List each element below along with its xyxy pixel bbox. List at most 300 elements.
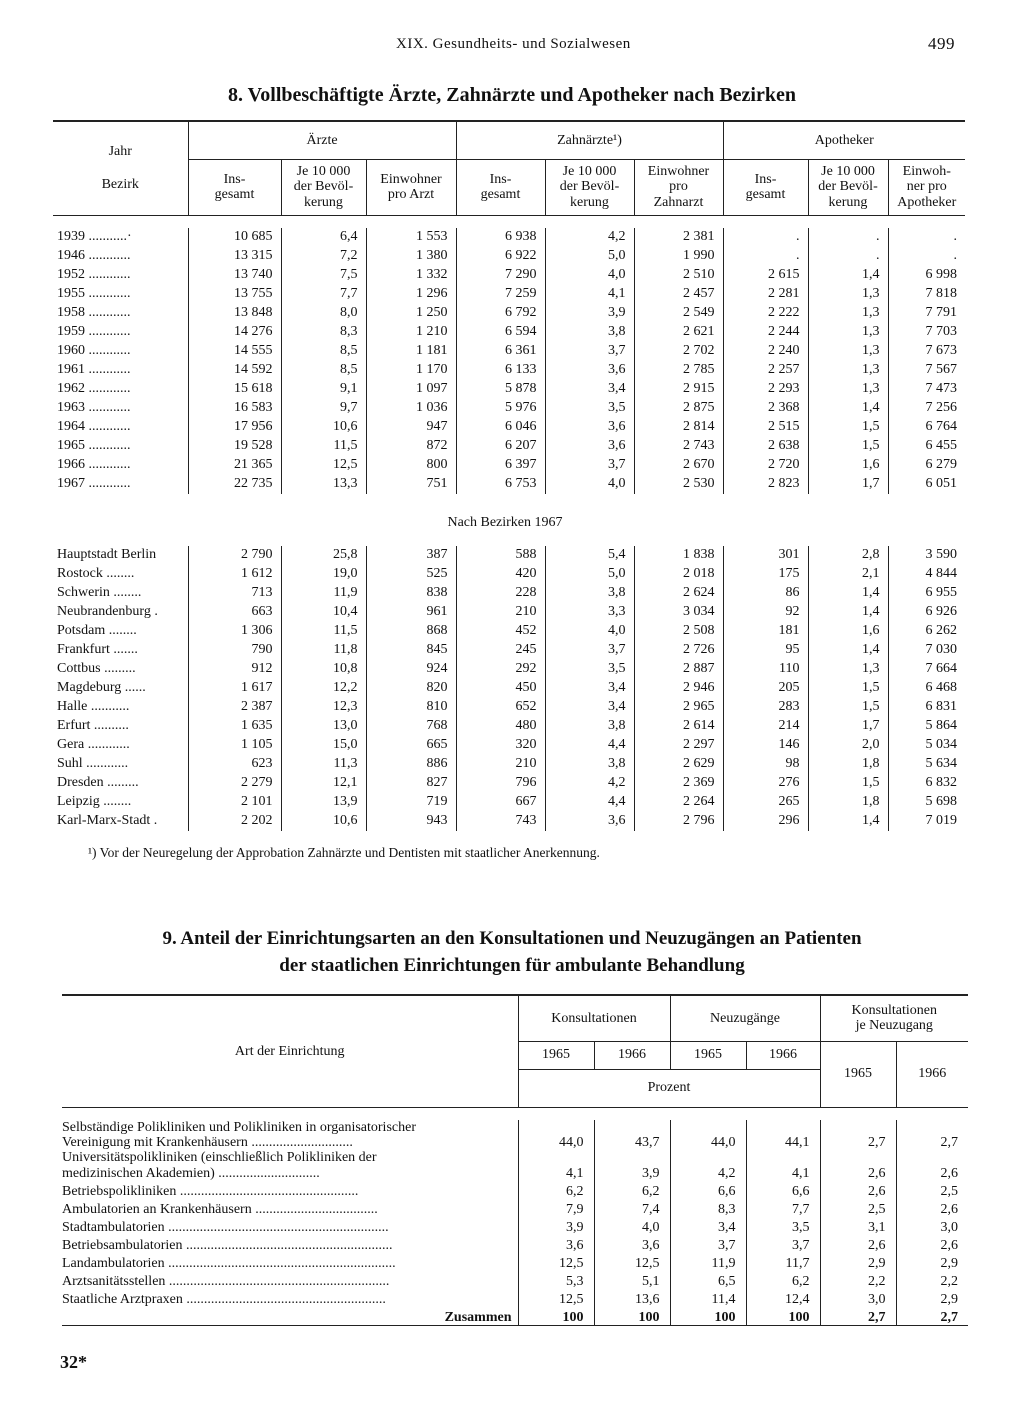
table8-bezirk-label: Potsdam ........	[57, 623, 137, 638]
table8-cell: 10,8	[281, 660, 366, 679]
table8-head-jahr: Jahr	[108, 144, 132, 160]
table8-cell: 1,3	[808, 380, 888, 399]
table8-year-row	[53, 437, 965, 456]
table8-cell: 146	[723, 736, 808, 755]
table8-cell: 2 629	[634, 755, 723, 774]
table8-cell: 2 369	[634, 774, 723, 793]
table9-row-label: Betriebsambulatorien ...........................................................	[62, 1237, 393, 1253]
table8-cell: 8,0	[281, 304, 366, 323]
table8-cell: 301	[723, 546, 808, 565]
table8-sub-insgesamt: Ins- gesamt	[723, 159, 808, 215]
table8-head-bezirk: Bezirk	[101, 177, 139, 193]
table8-cell: 6 753	[456, 475, 545, 494]
table8-cell: 3,4	[545, 380, 634, 399]
table8-cell: 652	[456, 698, 545, 717]
table8-sub-je10000: Je 10 000 der Bevöl- kerung	[281, 159, 366, 215]
table9-head-art: Art der Einrichtung	[62, 995, 518, 1107]
table8-cell: 2 293	[723, 380, 808, 399]
table8-cell: 6 926	[888, 603, 965, 622]
table8-cell: 2 387	[188, 698, 281, 717]
table8-bezirk-row	[53, 660, 965, 679]
table9-row-label: Selbständige Polikliniken und Polikliniken in organisatorischer Vereinigung mit Krankenhäusern .............................	[62, 1119, 416, 1150]
table8-cell: 6 397	[456, 456, 545, 475]
table8-cell: 7,2	[281, 247, 366, 266]
table8-year-label: 1952 ............	[57, 267, 131, 282]
table8-footnote: ¹) Vor der Neuregelung der Approbation Zahnärzte und Dentisten mit staatlicher Anerkennung.	[88, 845, 600, 860]
table8-cell: 6 938	[456, 228, 545, 247]
table8-bezirk-label: Erfurt ..........	[57, 718, 129, 733]
table8-cell: 86	[723, 584, 808, 603]
table8-cell: 16 583	[188, 399, 281, 418]
table9-cell: 3,5	[746, 1217, 820, 1235]
table8-year-row	[53, 418, 965, 437]
table8-cell: 13,9	[281, 793, 366, 812]
table8-cell: 9,1	[281, 380, 366, 399]
table8-cell: 11,9	[281, 584, 366, 603]
table8-cell: 623	[188, 755, 281, 774]
table8-year-row	[53, 342, 965, 361]
table9-cell: 4,1	[746, 1150, 820, 1181]
table8-cell: 5 864	[888, 717, 965, 736]
table8-cell: 1,8	[808, 793, 888, 812]
table8-cell: 2 614	[634, 717, 723, 736]
table8-cell: 6 831	[888, 698, 965, 717]
table9-total-cell: 100	[746, 1307, 820, 1326]
table8-cell: 3,6	[545, 418, 634, 437]
table9-cell: 11,4	[670, 1289, 746, 1307]
table8-cell: 10,6	[281, 418, 366, 437]
table9-row-label: Stadtambulatorien ...............................................................	[62, 1219, 389, 1235]
table8-bezirk-label: Frankfurt .......	[57, 642, 138, 657]
table8-cell: 1 635	[188, 717, 281, 736]
table8-cell: 13 848	[188, 304, 281, 323]
table8-cell: 872	[366, 437, 456, 456]
table8-cell: .	[808, 228, 888, 247]
table8-year-row	[53, 228, 965, 247]
table8-cell: 12,5	[281, 456, 366, 475]
table9-cell: 2,2	[820, 1271, 896, 1289]
table8-cell: 2 202	[188, 812, 281, 831]
table9-cell: 8,3	[670, 1199, 746, 1217]
table8-cell: 2 457	[634, 285, 723, 304]
table8-cell: 2 264	[634, 793, 723, 812]
table8-sub-einw-zahnarzt: Einwohner pro Zahnarzt	[634, 159, 723, 215]
table8-cell: 12,2	[281, 679, 366, 698]
table8-cell: 19,0	[281, 565, 366, 584]
table8-cell: 2,1	[808, 565, 888, 584]
table8-cell: 1 990	[634, 247, 723, 266]
table8-cell: 3,8	[545, 323, 634, 342]
table8-bezirk-label: Leipzig ........	[57, 794, 132, 809]
table9-prozent: Prozent	[518, 1069, 820, 1107]
table8-year-row	[53, 361, 965, 380]
table8-year-row	[53, 399, 965, 418]
table8-cell: 2 222	[723, 304, 808, 323]
table8-year-row	[53, 247, 965, 266]
table8-cell: 1,3	[808, 660, 888, 679]
table8-cell: 868	[366, 622, 456, 641]
table8-cell: 6 046	[456, 418, 545, 437]
table9-group-neuzugaenge: Neuzugänge	[670, 995, 820, 1041]
table9-cell: 2,6	[896, 1150, 968, 1181]
table8-cell: 820	[366, 679, 456, 698]
table8-cell: 4,0	[545, 622, 634, 641]
table8-bezirk-label: Halle ...........	[57, 699, 130, 714]
table8-bezirk-label: Hauptstadt Berlin	[57, 547, 157, 562]
table9-cell: 13,6	[594, 1289, 670, 1307]
table8-title: 8. Vollbeschäftigte Ärzte, Zahnärzte und Apotheker nach Bezirken	[228, 84, 796, 106]
table8-cell: 5,0	[545, 565, 634, 584]
table8-cell: 2 887	[634, 660, 723, 679]
table8-cell: 10 685	[188, 228, 281, 247]
table9-cell: 11,7	[746, 1253, 820, 1271]
table8-cell: 6 922	[456, 247, 545, 266]
table8-cell: 2 915	[634, 380, 723, 399]
table8-section	[53, 494, 965, 546]
table8-cell: 210	[456, 755, 545, 774]
table9-cell: 4,1	[518, 1150, 594, 1181]
table8-cell: 387	[366, 546, 456, 565]
table8-cell: 4,1	[545, 285, 634, 304]
table8-bezirk-row	[53, 717, 965, 736]
table9-row-label: Staatliche Arztpraxen .........................................................	[62, 1291, 386, 1307]
table9-cell: 3,7	[670, 1235, 746, 1253]
table8	[53, 120, 965, 831]
table8-cell: 1 036	[366, 399, 456, 418]
table8-cell: 743	[456, 812, 545, 831]
table8-cell: 667	[456, 793, 545, 812]
table8-cell: 2 814	[634, 418, 723, 437]
table8-bezirk-label: Schwerin ........	[57, 585, 142, 600]
table8-cell: 12,3	[281, 698, 366, 717]
table9	[62, 994, 968, 1326]
table8-cell: 810	[366, 698, 456, 717]
table8-cell: 12,1	[281, 774, 366, 793]
table9-cell: 2,9	[896, 1289, 968, 1307]
table8-cell: 4,0	[545, 475, 634, 494]
table8-cell: 13,3	[281, 475, 366, 494]
table8-sub-insgesamt: Ins- gesamt	[456, 159, 545, 215]
table9-cell: 5,3	[518, 1271, 594, 1289]
table9-cell: 3,0	[820, 1289, 896, 1307]
table8-cell: 790	[188, 641, 281, 660]
table8-cell: 6 455	[888, 437, 965, 456]
table9-row-label: Universitätspolikliniken (einschließlich Polikliniken der medizinischen Akademien) .............................	[62, 1150, 377, 1181]
table8-cell: 7 259	[456, 285, 545, 304]
table8-cell: 1 210	[366, 323, 456, 342]
table9-row	[62, 1181, 968, 1199]
table9-cell: 3,4	[670, 1217, 746, 1235]
table8-cell: 751	[366, 475, 456, 494]
table8-cell: .	[808, 247, 888, 266]
table8-bezirk-label: Dresden .........	[57, 775, 139, 790]
table8-year-row	[53, 323, 965, 342]
table8-cell: 1,3	[808, 361, 888, 380]
table8-cell: 5,0	[545, 247, 634, 266]
table8-cell: 1,5	[808, 437, 888, 456]
table9-row	[62, 1253, 968, 1271]
table8-cell: 7 703	[888, 323, 965, 342]
table8-bezirk-row	[53, 812, 965, 831]
table9-row-label: Ambulatorien an Krankenhäusern ...................................	[62, 1201, 378, 1217]
table8-year-label: 1961 ............	[57, 362, 131, 377]
table8-cell: 1 553	[366, 228, 456, 247]
table8-cell: 6 764	[888, 418, 965, 437]
table8-cell: 7 664	[888, 660, 965, 679]
table9-cell: 7,4	[594, 1199, 670, 1217]
table8-cell: 21 365	[188, 456, 281, 475]
table9-year-1966: 1966	[896, 1041, 968, 1107]
table8-year-label: 1946 ............	[57, 248, 131, 263]
table9-cell: 6,6	[670, 1181, 746, 1199]
table8-cell: 1,5	[808, 698, 888, 717]
table9-cell: 11,9	[670, 1253, 746, 1271]
table8-cell: 11,8	[281, 641, 366, 660]
table8-cell: 2 743	[634, 437, 723, 456]
running-title: XIX. Gesundheits- und Sozialwesen	[396, 36, 631, 52]
table8-bezirk-row	[53, 641, 965, 660]
table9-cell: 2,6	[820, 1181, 896, 1199]
table8-cell: 320	[456, 736, 545, 755]
table8-cell: 14 276	[188, 323, 281, 342]
table8-cell: 6 262	[888, 622, 965, 641]
table8-year-label: 1939 ...........·	[57, 229, 132, 244]
table9-row	[62, 1120, 968, 1151]
table9-cell: 7,7	[746, 1199, 820, 1217]
table9-year-1966: 1966	[746, 1041, 820, 1069]
table8-year-label: 1960 ............	[57, 343, 131, 358]
table8-cell: 228	[456, 584, 545, 603]
table9-cell: 3,9	[518, 1217, 594, 1235]
table8-cell: 7 567	[888, 361, 965, 380]
table9-cell: 6,2	[518, 1181, 594, 1199]
table9-body	[62, 1107, 968, 1326]
table8-cell: 10,6	[281, 812, 366, 831]
table9-cell: 6,2	[746, 1271, 820, 1289]
table8-cell: 525	[366, 565, 456, 584]
table8-cell: 2 297	[634, 736, 723, 755]
table8-cell: 1 617	[188, 679, 281, 698]
table8-cell: 452	[456, 622, 545, 641]
table8-cell: 2 018	[634, 565, 723, 584]
table8-cell: 6 468	[888, 679, 965, 698]
table8-year-label: 1959 ............	[57, 324, 131, 339]
table9-total-row	[62, 1307, 968, 1326]
table9-cell: 4,0	[594, 1217, 670, 1235]
table8-cell: 2 381	[634, 228, 723, 247]
table9-row	[62, 1217, 968, 1235]
table8-cell: 2 624	[634, 584, 723, 603]
page-number: 499	[928, 34, 955, 53]
table8-cell: 3 590	[888, 546, 965, 565]
table8-cell: 98	[723, 755, 808, 774]
table9-cell: 3,1	[820, 1217, 896, 1235]
table8-cell: 5 634	[888, 755, 965, 774]
table8-year-row	[53, 456, 965, 475]
table9-total-cell: 100	[670, 1307, 746, 1326]
table9-cell: 2,9	[820, 1253, 896, 1271]
table8-years-body	[53, 215, 965, 494]
table8-cell: 1 332	[366, 266, 456, 285]
table8-cell: 827	[366, 774, 456, 793]
table8-cell: 92	[723, 603, 808, 622]
table8-cell: 3,5	[545, 660, 634, 679]
table8-bezirk-label: Gera ............	[57, 737, 130, 752]
table9-cell: 44,0	[670, 1120, 746, 1151]
table8-cell: 13 740	[188, 266, 281, 285]
table8-cell: 7 791	[888, 304, 965, 323]
table8-cell: 2 823	[723, 475, 808, 494]
table9-total-cell: 2,7	[820, 1307, 896, 1326]
table8-bezirk-row	[53, 546, 965, 565]
table8-cell: 1,5	[808, 418, 888, 437]
table8-sub-insgesamt: Ins- gesamt	[188, 159, 281, 215]
table8-cell: 6 051	[888, 475, 965, 494]
table8-cell: 838	[366, 584, 456, 603]
table9-cell: 2,2	[896, 1271, 968, 1289]
table8-cell: 1,4	[808, 641, 888, 660]
table8-sub-einw-arzt: Einwohner pro Arzt	[366, 159, 456, 215]
table9-cell: 6,6	[746, 1181, 820, 1199]
table8-cell: 14 555	[188, 342, 281, 361]
table8-cell: 713	[188, 584, 281, 603]
table8-bezirk-row	[53, 603, 965, 622]
table9-total-label: Zusammen	[62, 1307, 518, 1326]
table8-cell: 1,4	[808, 266, 888, 285]
table9-cell: 44,0	[518, 1120, 594, 1151]
table8-cell: 2 279	[188, 774, 281, 793]
table8-cell: 3,8	[545, 717, 634, 736]
table9-cell: 2,6	[820, 1235, 896, 1253]
table8-cell: 7 673	[888, 342, 965, 361]
table8-cell: 768	[366, 717, 456, 736]
table8-cell: 719	[366, 793, 456, 812]
table9-cell: 2,7	[896, 1120, 968, 1151]
table8-cell: 8,5	[281, 361, 366, 380]
table8-bezirk-label: Suhl ............	[57, 756, 129, 771]
table8-cell: 7 290	[456, 266, 545, 285]
table8-cell: 4,2	[545, 228, 634, 247]
table8-cell: 6 955	[888, 584, 965, 603]
table8-cell: .	[723, 228, 808, 247]
table8-cell: 2 281	[723, 285, 808, 304]
table8-cell: 110	[723, 660, 808, 679]
table8-cell: 1,3	[808, 285, 888, 304]
table8-cell: 3,4	[545, 679, 634, 698]
table8-cell: 1 097	[366, 380, 456, 399]
table9-total-cell: 2,7	[896, 1307, 968, 1326]
table8-cell: 25,8	[281, 546, 366, 565]
table9-cell: 12,5	[518, 1289, 594, 1307]
table8-bezirk-label: Neubrandenburg .	[57, 604, 158, 619]
table8-year-row	[53, 304, 965, 323]
table8-cell: 2 101	[188, 793, 281, 812]
table8-cell: 2 508	[634, 622, 723, 641]
table8-cell: 943	[366, 812, 456, 831]
table8-cell: 1,7	[808, 475, 888, 494]
table8-cell: 1,3	[808, 342, 888, 361]
table8-year-label: 1964 ............	[57, 419, 131, 434]
table8-cell: 588	[456, 546, 545, 565]
table8-year-label: 1966 ............	[57, 457, 131, 472]
table8-cell: 6 207	[456, 437, 545, 456]
table8-cell: 4,4	[545, 793, 634, 812]
table8-cell: 886	[366, 755, 456, 774]
table8-cell: 800	[366, 456, 456, 475]
table9-cell: 2,7	[820, 1120, 896, 1151]
table8-cell: 6,4	[281, 228, 366, 247]
table9-group-kons-je-neuzugang: Konsultationen je Neuzugang	[820, 995, 968, 1041]
table8-cell: 175	[723, 565, 808, 584]
page-signature: 32*	[60, 1352, 87, 1372]
table8-cell: 2 257	[723, 361, 808, 380]
table8-sub-je10000: Je 10 000 der Bevöl- kerung	[808, 159, 888, 215]
table8-bezirk-row	[53, 622, 965, 641]
table8-cell: 296	[723, 812, 808, 831]
table8-cell: 1 105	[188, 736, 281, 755]
table8-year-row	[53, 266, 965, 285]
table9-year-1965: 1965	[670, 1041, 746, 1069]
table8-cell: .	[888, 228, 965, 247]
table8-cell: 6 279	[888, 456, 965, 475]
table9-cell: 3,6	[518, 1235, 594, 1253]
table8-cell: 11,5	[281, 622, 366, 641]
table8-year-label: 1965 ............	[57, 438, 131, 453]
table8-cell: 22 735	[188, 475, 281, 494]
table8-bezirk-row	[53, 565, 965, 584]
table8-cell: 5 976	[456, 399, 545, 418]
table8-cell: 181	[723, 622, 808, 641]
table8-cell: 2 368	[723, 399, 808, 418]
table8-cell: 205	[723, 679, 808, 698]
table8-cell: 4,2	[545, 774, 634, 793]
table8-cell: 1 181	[366, 342, 456, 361]
table8-bezirk-label: Cottbus .........	[57, 661, 136, 676]
table9-cell: 2,5	[896, 1181, 968, 1199]
table8-cell: 1,3	[808, 323, 888, 342]
table9-cell: 4,2	[670, 1150, 746, 1181]
table8-head-jahr-bezirk	[53, 121, 188, 215]
table9-total-cell: 100	[518, 1307, 594, 1326]
table9-row-label: Arztsanitätsstellen ...............................................................	[62, 1273, 390, 1289]
table8-cell: 3,7	[545, 456, 634, 475]
table8-cell: 3 034	[634, 603, 723, 622]
table9-cell: 12,5	[518, 1253, 594, 1271]
table8-cell: 1,3	[808, 304, 888, 323]
table8-bezirk-row	[53, 793, 965, 812]
table8-cell: 2 946	[634, 679, 723, 698]
table9-cell: 12,4	[746, 1289, 820, 1307]
table8-cell: 292	[456, 660, 545, 679]
table8-cell: 10,4	[281, 603, 366, 622]
table8-cell: 1 612	[188, 565, 281, 584]
table9-row-label: Landambulatorien .................................................................	[62, 1255, 396, 1271]
table8-year-label: 1958 ............	[57, 305, 131, 320]
table9-cell: 6,2	[594, 1181, 670, 1199]
table8-cell: 5 698	[888, 793, 965, 812]
table8-cell: 14 592	[188, 361, 281, 380]
table8-cell: 2 615	[723, 266, 808, 285]
table8-cell: 1,6	[808, 622, 888, 641]
table8-cell: 3,9	[545, 304, 634, 323]
table8-cell: 5,4	[545, 546, 634, 565]
table8-year-label: 1962 ............	[57, 381, 131, 396]
table8-cell: 420	[456, 565, 545, 584]
table8-cell: 2 720	[723, 456, 808, 475]
table8-cell: 924	[366, 660, 456, 679]
table8-cell: 663	[188, 603, 281, 622]
table8-cell: 7 019	[888, 812, 965, 831]
